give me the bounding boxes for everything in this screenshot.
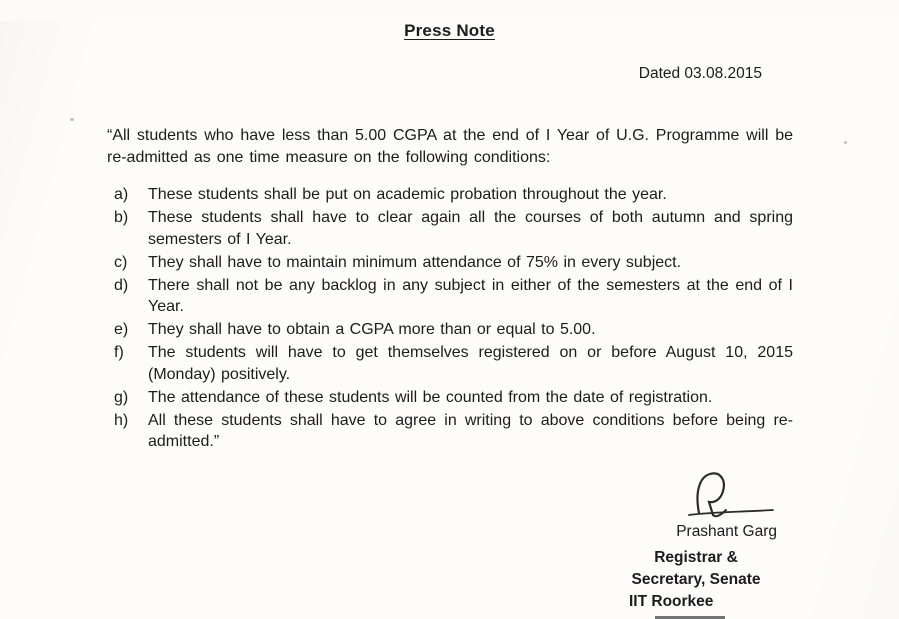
signatory-name: Prashant Garg — [676, 523, 777, 540]
signature-block — [611, 469, 781, 613]
document-title — [0, 21, 899, 41]
condition-label: a) — [114, 186, 129, 203]
scan-artifact — [70, 118, 74, 121]
condition-label: d) — [114, 276, 129, 294]
condition-text: These students shall be put on academic probation throughout the year. — [148, 186, 667, 203]
condition-label: b) — [114, 209, 129, 226]
signatory-role-line1: Registrar & — [654, 549, 738, 566]
condition-item — [114, 410, 793, 453]
condition-item — [114, 387, 793, 409]
signatory-role-line3: IIT Roorkee — [629, 593, 714, 610]
condition-text: All these students shall have to agree in writing to above conditions before being re-admitted.” — [148, 411, 793, 450]
condition-text: There shall not be any backlog in any subject in either of the semesters at the end of I Year. — [148, 276, 793, 315]
document-title-text: Press Note — [404, 21, 495, 40]
condition-item — [114, 252, 793, 274]
condition-label: c) — [114, 253, 128, 271]
condition-item — [114, 342, 793, 385]
condition-item — [114, 207, 793, 250]
condition-text: These students shall have to clear again all the courses of both autumn and spring semesters of I Year. — [148, 209, 793, 248]
condition-text: The attendance of these students will be counted from the date of registration. — [148, 388, 713, 406]
condition-item — [114, 184, 793, 206]
condition-label: e) — [114, 321, 129, 338]
intro-paragraph: “All students who have less than 5.00 CGPA at the end of I Year of U.G. Programme will be re-admitted as one time measure on the following conditions: — [107, 127, 793, 166]
signatory-role-line2: Secretary, Senate — [631, 571, 761, 588]
document-date: Dated 03.08.2015 — [638, 65, 762, 82]
condition-text: The students will have to get themselves registered on or before August 10, 2015 (Monday) positively. — [148, 344, 793, 383]
conditions-list — [114, 184, 793, 453]
scan-artifact — [844, 141, 847, 144]
condition-label: f) — [114, 344, 124, 361]
condition-text: They shall have to maintain minimum attendance of 75% in every subject. — [148, 253, 682, 271]
condition-item — [114, 319, 793, 341]
press-note-document — [0, 21, 899, 619]
condition-label: g) — [114, 388, 129, 406]
condition-label: h) — [114, 411, 129, 429]
condition-text: They shall have to obtain a CGPA more than or equal to 5.00. — [148, 321, 596, 338]
handwritten-signature-icon — [683, 469, 775, 519]
condition-item — [114, 275, 793, 318]
